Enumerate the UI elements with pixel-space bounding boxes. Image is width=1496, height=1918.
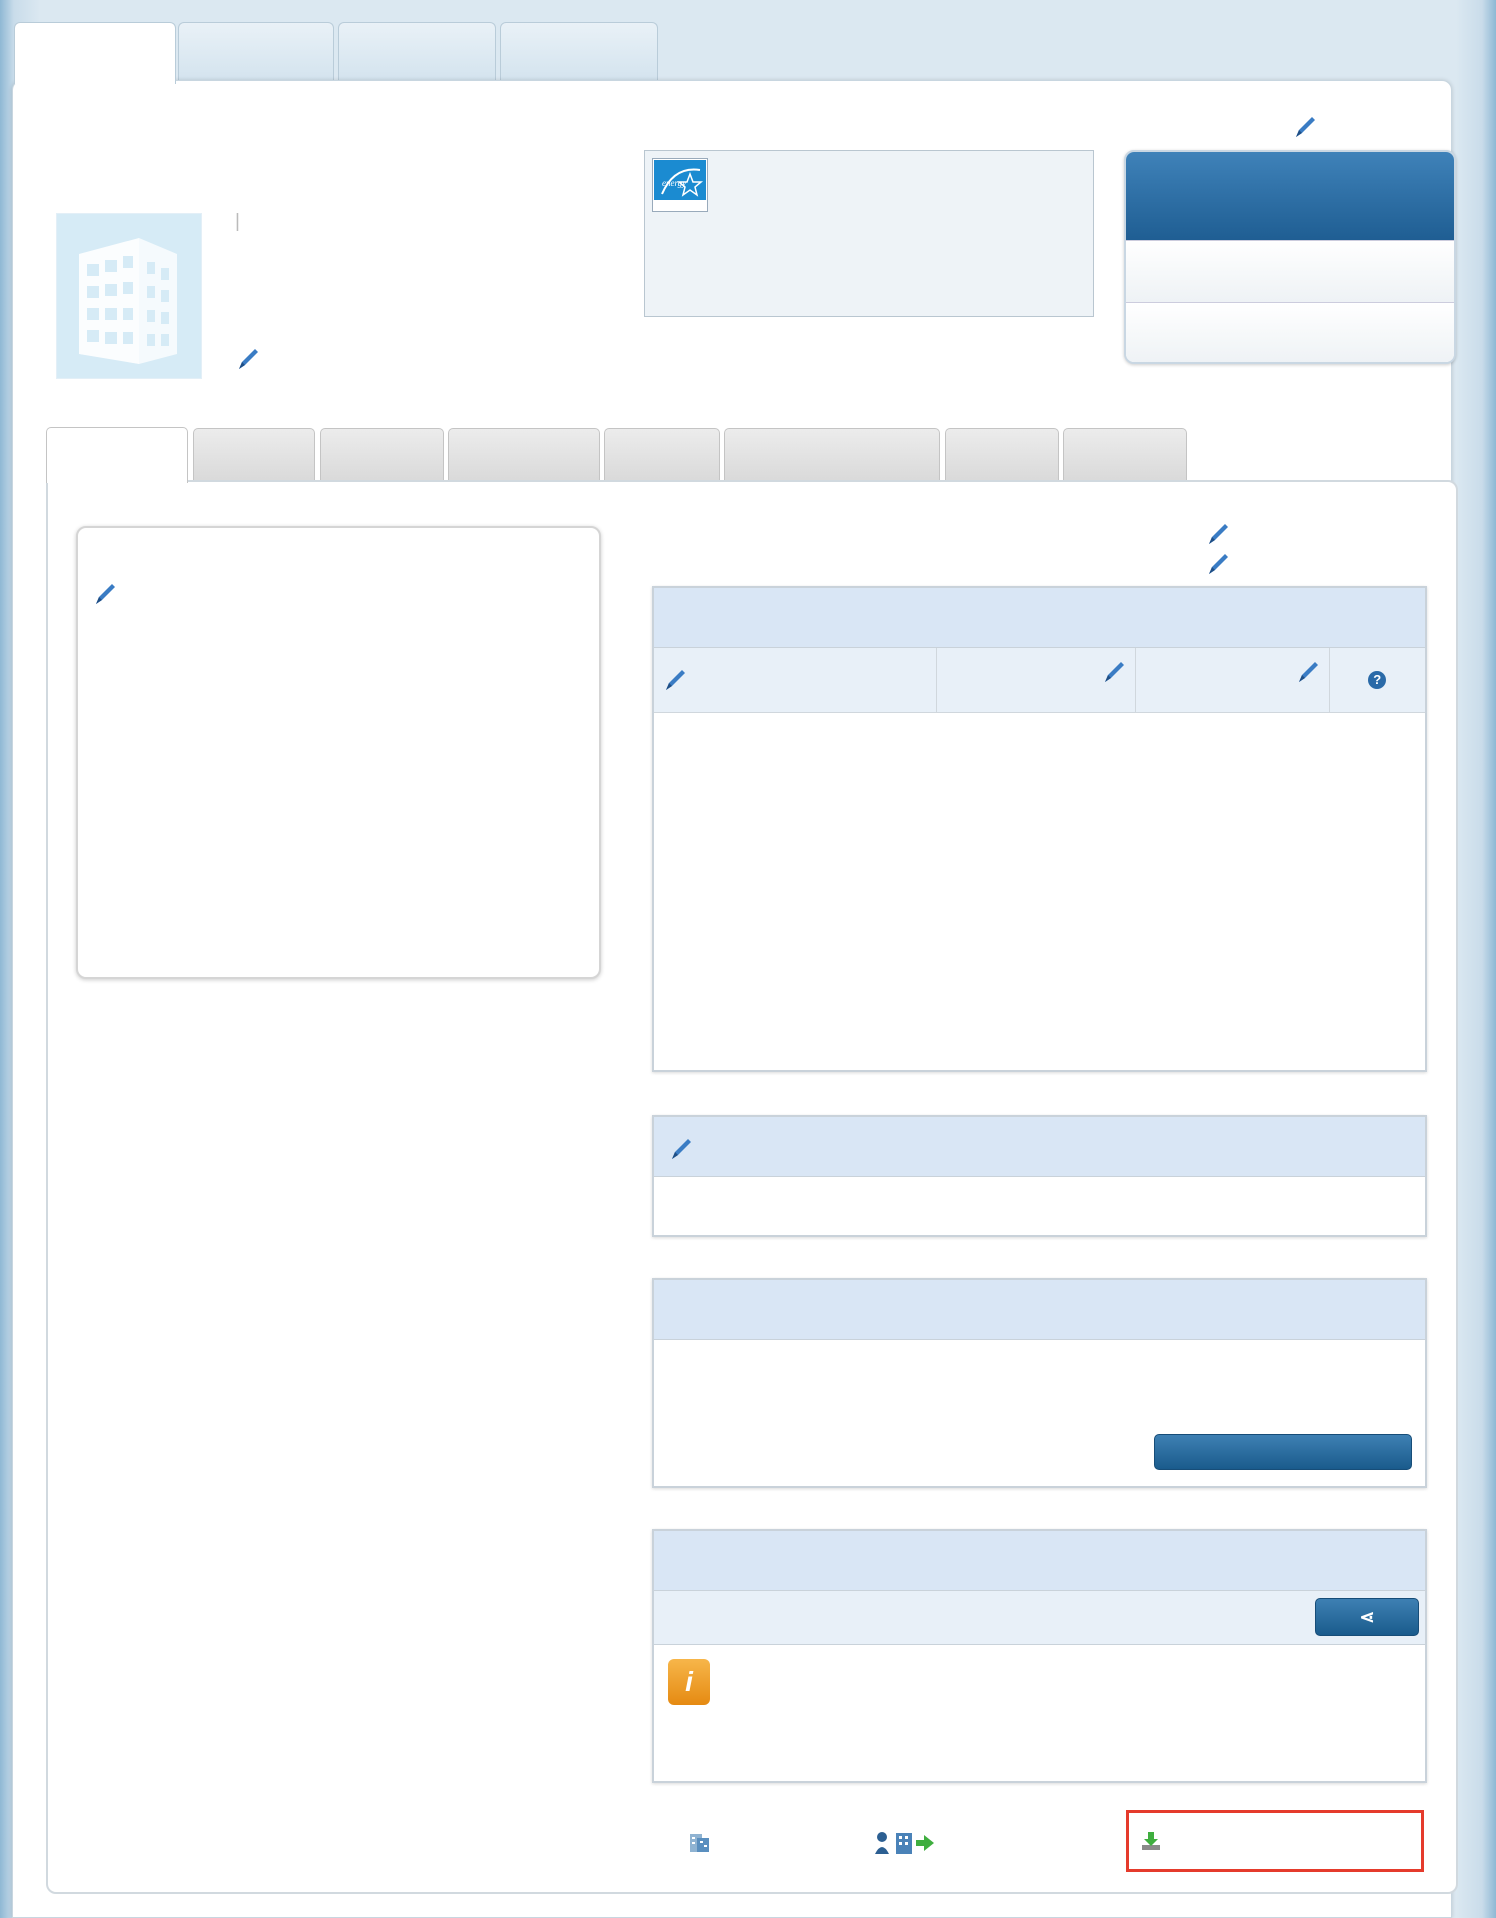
tab-sharing[interactable] bbox=[178, 22, 334, 82]
tab-myportfolio[interactable] bbox=[14, 22, 176, 84]
building-icon bbox=[57, 214, 203, 380]
eui-current-row bbox=[1126, 240, 1454, 302]
transfer-ownership[interactable] bbox=[874, 1830, 936, 1857]
copy-building-icon bbox=[688, 1830, 712, 1854]
eui-header bbox=[1126, 152, 1454, 240]
share-icon: ⋖ bbox=[1359, 1607, 1375, 1627]
tab-reporting[interactable] bbox=[338, 22, 496, 82]
metrics-table-header bbox=[654, 648, 1425, 712]
property-address-line: | bbox=[235, 211, 240, 232]
tab-summary[interactable] bbox=[46, 427, 188, 483]
copy-property[interactable] bbox=[688, 1830, 712, 1856]
pencil-icon[interactable] bbox=[1295, 658, 1321, 684]
pencil-icon bbox=[1205, 550, 1231, 576]
col-current bbox=[1135, 648, 1329, 712]
property-thumbnail bbox=[56, 213, 202, 379]
transfer-ownership-icon bbox=[874, 1830, 936, 1856]
tab-energy[interactable] bbox=[320, 428, 444, 482]
trend-change-metric[interactable] bbox=[92, 580, 122, 608]
custom-intensity-box bbox=[652, 1115, 1427, 1237]
download-icon bbox=[1140, 1830, 1162, 1852]
svg-text:energy: energy bbox=[662, 178, 687, 188]
trend-chart bbox=[78, 618, 599, 818]
data-quality-text bbox=[654, 1340, 1425, 1368]
tab-recognition[interactable] bbox=[500, 22, 658, 82]
energy-star-icon bbox=[654, 160, 708, 212]
data-quality-title bbox=[654, 1280, 1425, 1340]
download-highlight bbox=[1126, 1810, 1424, 1872]
data-quality-box bbox=[652, 1278, 1427, 1488]
custom-intensity-header bbox=[654, 1117, 1425, 1177]
edit-property[interactable] bbox=[235, 345, 265, 373]
pencil-icon bbox=[1205, 520, 1231, 546]
info-icon: i bbox=[668, 1659, 710, 1705]
recognition-box bbox=[644, 150, 1094, 317]
change-time-periods[interactable] bbox=[1205, 550, 1235, 578]
pencil-icon[interactable] bbox=[1101, 658, 1127, 684]
sharing-box bbox=[652, 1529, 1427, 1783]
pencil-icon bbox=[235, 345, 261, 371]
share-button[interactable] bbox=[1315, 1598, 1419, 1636]
col-baseline bbox=[936, 648, 1135, 712]
tab-emissions[interactable] bbox=[448, 428, 600, 482]
col-metric bbox=[654, 648, 936, 712]
sharing-toolbar bbox=[654, 1591, 1425, 1645]
col-change bbox=[1329, 648, 1425, 712]
download-property-excel[interactable] bbox=[1140, 1830, 1162, 1854]
tab-design[interactable] bbox=[1063, 428, 1187, 482]
metrics-summary-box bbox=[652, 586, 1427, 1072]
help-icon[interactable]: ? bbox=[1368, 671, 1386, 689]
trend-chart-box bbox=[76, 526, 601, 979]
eui-baseline-row bbox=[1126, 302, 1454, 364]
custom-intensity-text bbox=[654, 1177, 1425, 1209]
metrics-summary-title bbox=[654, 588, 1425, 648]
pencil-icon[interactable] bbox=[668, 1135, 694, 1161]
metrics-table bbox=[654, 648, 1425, 713]
tab-goals[interactable] bbox=[945, 428, 1059, 482]
tab-waste-materials[interactable] bbox=[724, 428, 940, 482]
change-metric-top[interactable] bbox=[1292, 113, 1322, 141]
eui-box bbox=[1124, 150, 1456, 364]
pencil-icon bbox=[92, 580, 118, 606]
energy-star-logo bbox=[653, 159, 707, 211]
tab-water[interactable] bbox=[604, 428, 720, 482]
tab-details[interactable] bbox=[193, 428, 315, 482]
sharing-title bbox=[654, 1531, 1425, 1591]
pencil-icon bbox=[1292, 113, 1318, 139]
pencil-icon[interactable] bbox=[662, 666, 688, 692]
check-possible-errors-button[interactable] bbox=[1154, 1434, 1412, 1470]
change-metrics[interactable] bbox=[1205, 520, 1235, 548]
